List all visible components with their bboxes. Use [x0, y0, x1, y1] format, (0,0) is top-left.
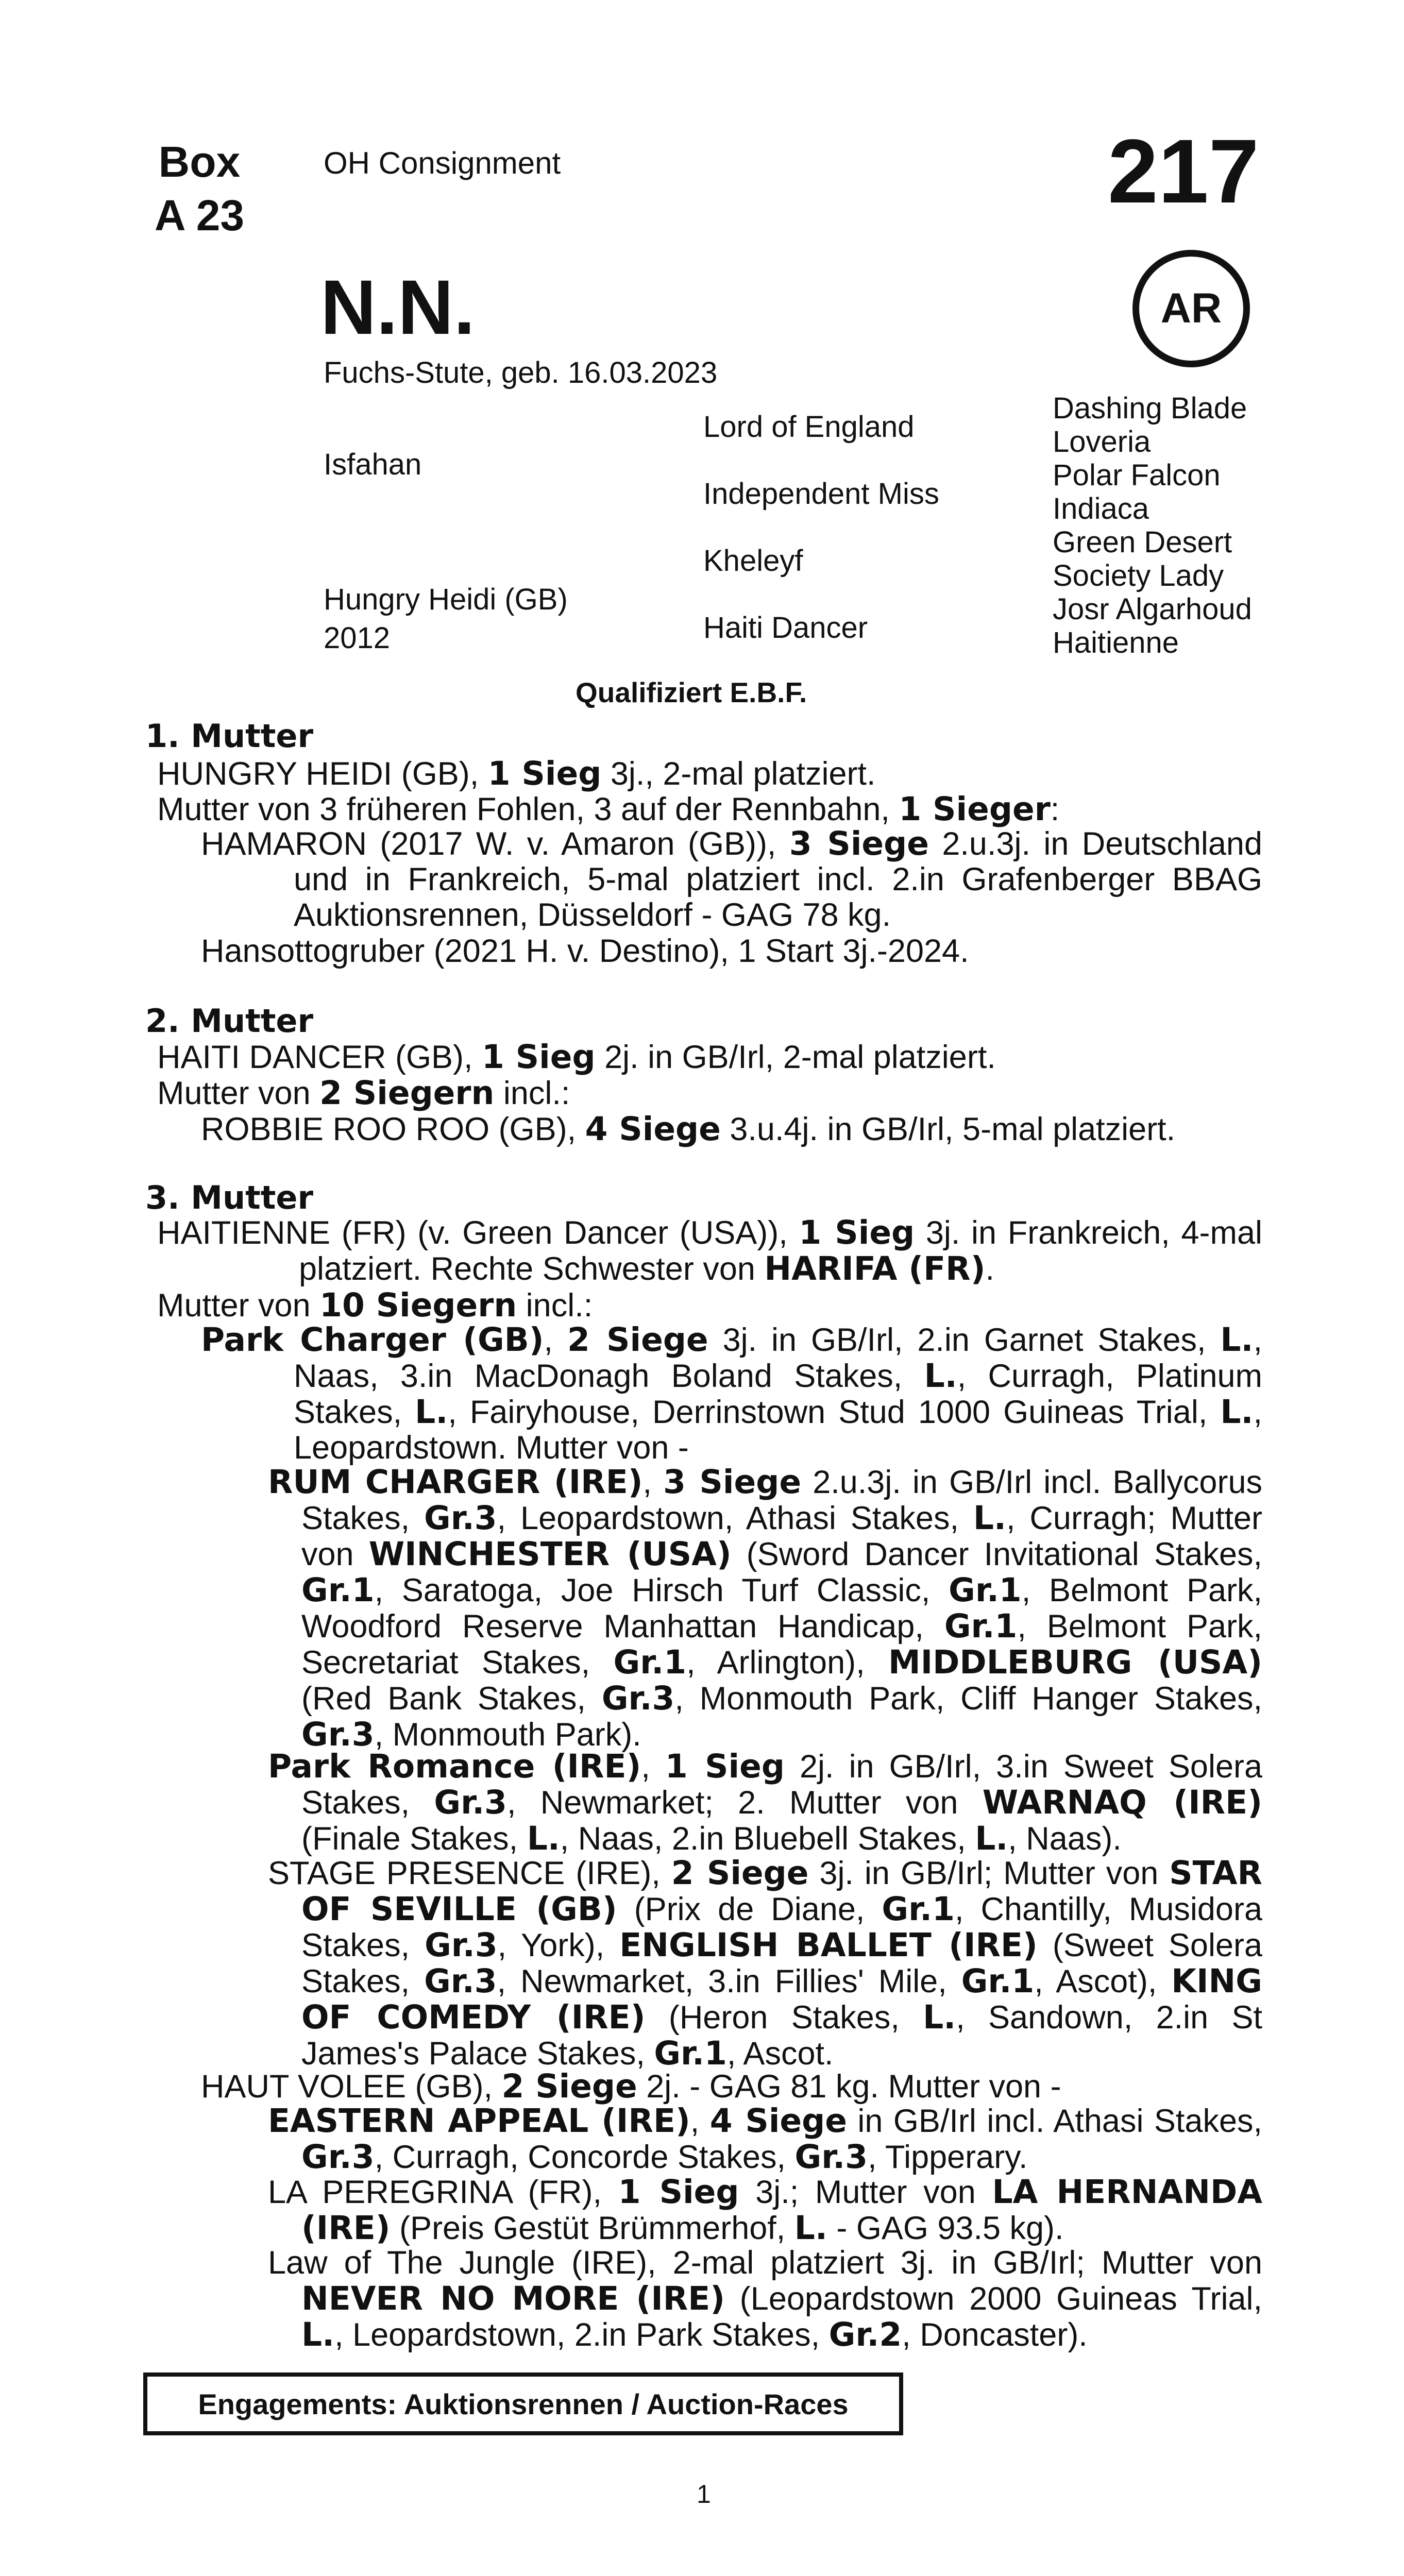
pedigree-gen3-item: Loveria [1053, 425, 1151, 459]
text: - GAG 93.5 kg). [827, 2210, 1064, 2246]
text: , Ascot), [1034, 1963, 1172, 1999]
text: : [1050, 791, 1060, 827]
pedigree-gen3-item: Haitienne [1053, 626, 1179, 659]
text: HAMARON (2017 W. v. Amaron (GB)), [201, 826, 789, 862]
horse-name: MIDDLEBURG (USA) [888, 1643, 1262, 1681]
grade: Gr.3 [425, 1926, 498, 1964]
ar-badge [1132, 250, 1250, 367]
engagements-box [143, 2372, 903, 2435]
text: in GB/Irl incl. Athasi Stakes, [847, 2103, 1262, 2139]
text: , [642, 1464, 664, 1500]
offspring-la-peregrina [268, 2174, 1262, 2246]
grade: Gr.1 [944, 1607, 1018, 1645]
grade: L. [1220, 1321, 1254, 1359]
text: . [985, 1251, 995, 1287]
text: , [544, 1322, 567, 1358]
horse-name: KING OF COMEDY (IRE) [301, 1962, 1262, 2036]
text: (Red Bank Stakes, [301, 1681, 602, 1717]
text: 3j. in Frankreich, 4-mal platziert. Rechte Schwester von [299, 1215, 1262, 1287]
third-dam-produce-line [157, 1286, 593, 1324]
grade: Gr.3 [434, 1784, 507, 1821]
text: STAGE PRESENCE (IRE), [268, 1855, 671, 1891]
text: , Leopardstown. Mutter von - [294, 1394, 1262, 1466]
text: 2.u.3j. in Deutschland und in Frankreich, 5-mal platziert incl. 2.in Grafenberger BBAG Auktionsrennen, Düsseldorf - GAG 78 kg. [294, 826, 1262, 933]
offspring-park-romance [268, 1749, 1262, 1857]
offspring-stage-presence [268, 1855, 1262, 2072]
pedigree-gen3-item: Polar Falcon [1053, 459, 1221, 492]
text: 3j.; Mutter von [739, 2174, 992, 2210]
pedigree-gen2-item: Haiti Dancer [703, 611, 868, 645]
pedigree-dam-year: 2012 [324, 621, 391, 655]
horse-name: STAR OF SEVILLE (GB) [301, 1854, 1262, 1928]
first-dam-produce-line [157, 790, 1059, 828]
text: , Saratoga, Joe Hirsch Turf Classic, [374, 1572, 949, 1608]
text: , Belmont Park, Woodford Reserve Manhattan Handicap, [301, 1572, 1262, 1645]
text: , Naas, 2.in Bluebell Stakes, [560, 1821, 975, 1857]
text: 2j. in GB/Irl, 2-mal platziert. [595, 1039, 996, 1075]
text: 3j. in GB/Irl; Mutter von [808, 1855, 1170, 1891]
grade: Gr.3 [424, 1499, 497, 1537]
grade: L. [527, 1820, 560, 1857]
text: , Curragh, Platinum Stakes, [294, 1358, 1263, 1430]
wins-count: 3 Siege [663, 1463, 802, 1501]
offspring-haut-volee [201, 2067, 1061, 2105]
engagements-text: Engagements: Auktionsrennen / Auction-Races [198, 2387, 849, 2420]
pedigree-gen2-item: Independent Miss [703, 477, 939, 511]
ar-badge-text: AR [1160, 285, 1222, 332]
grade: L. [794, 2209, 827, 2247]
text: , [641, 1749, 665, 1785]
wins-count: 2 Siege [567, 1321, 708, 1359]
wins-count: 3 Siege [789, 825, 929, 862]
section-title-third-dam: 3. Mutter [145, 1179, 314, 1216]
horse-description: Fuchs-Stute, geb. 16.03.2023 [324, 356, 718, 389]
grade: L. [415, 1393, 448, 1431]
horse-name: N.N. [320, 264, 475, 350]
text: (Sweet Solera Stakes, [301, 1927, 1263, 1999]
pedigree-sire: Isfahan [324, 448, 422, 481]
horse-name: NEVER NO MORE (IRE) [301, 2280, 725, 2317]
horse-name: ENGLISH BALLET (IRE) [619, 1926, 1038, 1964]
grade: L. [1220, 1393, 1254, 1431]
grade: L. [923, 1998, 956, 2036]
grade: L. [924, 1357, 957, 1395]
grade: Gr.1 [882, 1890, 955, 1928]
text: , Naas). [1008, 1821, 1122, 1857]
horse-name: Park Romance (IRE) [268, 1748, 641, 1785]
text: , York), [497, 1927, 620, 1963]
grade: Gr.1 [654, 2035, 727, 2072]
text: incl.: [494, 1075, 570, 1111]
section-title-second-dam: 2. Mutter [145, 1002, 314, 1040]
text: , Naas, 3.in MacDonagh Boland Stakes, [294, 1322, 1262, 1394]
text: 3j. in GB/Irl, 2.in Garnet Stakes, [708, 1322, 1221, 1358]
grade: Gr.1 [613, 1643, 687, 1681]
winners-count: 1 Sieger [899, 790, 1051, 828]
grade: Gr.3 [301, 1716, 375, 1753]
text: Mutter von 3 früheren Fohlen, 3 auf der Rennbahn, [157, 791, 899, 827]
text: Mutter von [157, 1075, 320, 1111]
text: , Leopardstown, 2.in Park Stakes, [334, 2317, 829, 2353]
pedigree-gen2-item: Kheleyf [703, 544, 803, 578]
horse-name: RUM CHARGER (IRE) [268, 1463, 643, 1501]
text: , Tipperary. [868, 2139, 1028, 2175]
text: (Prix de Diane, [617, 1891, 882, 1927]
offspring-rum-charger [268, 1464, 1262, 1753]
wins-count: 1 Sieg [799, 1214, 915, 1251]
text: HUNGRY HEIDI (GB), [157, 756, 488, 792]
text: LA PEREGRINA (FR), [268, 2174, 618, 2210]
grade: Gr.2 [828, 2316, 902, 2353]
pedigree-dam: Hungry Heidi (GB) [324, 583, 568, 616]
text: , [690, 2103, 710, 2139]
horse-name: Park Charger (GB) [201, 1321, 544, 1359]
grade: Gr.3 [301, 2138, 375, 2176]
second-dam-produce-line [157, 1074, 570, 1112]
text: ROBBIE ROO ROO (GB), [201, 1111, 585, 1147]
text: (Preis Gestüt Brümmerhof, [390, 2210, 794, 2246]
grade: Gr.3 [601, 1680, 675, 1717]
pedigree-gen3-item: Green Desert [1053, 526, 1232, 559]
text: , Monmouth Park, Cliff Hanger Stakes, [674, 1681, 1262, 1717]
winners-count: 2 Siegern [319, 1074, 495, 1112]
grade: Gr.1 [301, 1571, 375, 1609]
wins-count: 1 Sieg [482, 1038, 596, 1076]
text: , Belmont Park, Secretariat Stakes, [301, 1608, 1262, 1681]
wins-count: 4 Siege [585, 1110, 721, 1148]
grade: Gr.3 [794, 2138, 868, 2176]
text: , Chantilly, Musidora Stakes, [301, 1891, 1262, 1963]
text: (Sword Dancer Invitational Stakes, [731, 1536, 1262, 1572]
text: 3j., 2-mal platziert. [601, 756, 876, 792]
text: 2.u.3j. in GB/Irl incl. Ballycorus Stakes, [301, 1464, 1262, 1536]
pedigree-gen3-item: Society Lady [1053, 559, 1224, 592]
pedigree-gen3 [1053, 392, 1252, 659]
wins-count: 2 Siege [501, 2067, 637, 2105]
box-label-block [135, 135, 264, 242]
consignor: OH Consignment [324, 146, 561, 180]
grade: L. [975, 1820, 1008, 1857]
pedigree-gen3-item: Dashing Blade [1053, 392, 1247, 425]
wins-count: 2 Siege [671, 1854, 809, 1892]
horse-name: WARNAQ (IRE) [982, 1784, 1262, 1821]
text: Law of The Jungle (IRE), 2-mal platziert 3j. in GB/Irl; Mutter von [268, 2245, 1262, 2281]
pedigree-gen3-item: Indiaca [1053, 492, 1149, 526]
offspring-robbie-roo-roo [201, 1110, 1175, 1148]
text: , Fairyhouse, Derrinstown Stud 1000 Guineas Trial, [448, 1394, 1221, 1430]
offspring-park-charger [201, 1322, 1262, 1466]
wins-count: 1 Sieg [618, 2173, 739, 2211]
text: , Curragh, Concorde Stakes, [374, 2139, 795, 2175]
text: 2j. in GB/Irl, 3.in Sweet Solera Stakes, [301, 1749, 1263, 1821]
qualification: Qualifiziert E.B.F. [576, 676, 807, 708]
text: , Monmouth Park). [374, 1717, 641, 1753]
wins-count: 1 Sieg [487, 755, 602, 792]
grade: L. [301, 2316, 335, 2353]
third-dam-line [157, 1215, 1262, 1287]
grade: Gr.3 [424, 1962, 497, 2000]
pedigree-gen2-item: Lord of England [703, 410, 915, 444]
grade: Gr.1 [949, 1571, 1022, 1609]
offspring-eastern-appeal [268, 2103, 1262, 2175]
page-number: 1 [697, 2480, 711, 2509]
sibling-name: HARIFA (FR) [764, 1250, 986, 1287]
wins-count: 4 Siege [709, 2102, 847, 2140]
second-dam-line [157, 1038, 996, 1076]
grade: Gr.1 [961, 1962, 1035, 2000]
text: , Newmarket, 3.in Fillies' Mile, [497, 1963, 961, 1999]
lot-number: 217 [1108, 121, 1259, 222]
text: (Finale Stakes, [301, 1821, 527, 1857]
text: (Heron Stakes, [645, 1999, 923, 2036]
text: , Newmarket; 2. Mutter von [506, 1785, 983, 1821]
horse-name: WINCHESTER (USA) [368, 1535, 732, 1573]
text: 3.u.4j. in GB/Irl, 5-mal platziert. [720, 1111, 1176, 1147]
winners-count: 10 Siegern [319, 1286, 517, 1324]
offspring-hansottogruber: Hansottogruber (2021 H. v. Destino), 1 Start 3j.-2024. [201, 933, 969, 969]
offspring-law-of-the-jungle [268, 2245, 1262, 2353]
text: HAITIENNE (FR) (v. Green Dancer (USA)), [157, 1215, 799, 1251]
text: , Sandown, 2.in St James's Palace Stakes, [301, 1999, 1262, 2072]
text: incl.: [517, 1287, 593, 1324]
text: 2j. - GAG 81 kg. Mutter von - [637, 2069, 1061, 2105]
text: , Leopardstown, Athasi Stakes, [497, 1500, 973, 1536]
text: , Arlington), [686, 1645, 888, 1681]
offspring-hamaron [201, 826, 1262, 933]
pedigree-gen3-item: Josr Algarhoud [1053, 592, 1252, 626]
grade: L. [973, 1499, 1006, 1537]
box-number: A 23 [154, 191, 245, 240]
text: HAITI DANCER (GB), [157, 1039, 482, 1075]
first-dam-line [157, 755, 876, 792]
text: HAUT VOLEE (GB), [201, 2069, 502, 2105]
box-label: Box [158, 138, 241, 186]
text: , Doncaster). [902, 2317, 1088, 2353]
horse-name: LA HERNANDA (IRE) [301, 2173, 1263, 2247]
section-title-first-dam: 1. Mutter [145, 717, 314, 755]
text: , Ascot. [726, 2036, 834, 2072]
text: Mutter von [157, 1287, 320, 1324]
text: (Leopardstown 2000 Guineas Trial, [725, 2281, 1262, 2317]
horse-name: EASTERN APPEAL (IRE) [268, 2102, 690, 2140]
wins-count: 1 Sieg [665, 1748, 785, 1785]
text: , Curragh; Mutter von [301, 1500, 1262, 1572]
